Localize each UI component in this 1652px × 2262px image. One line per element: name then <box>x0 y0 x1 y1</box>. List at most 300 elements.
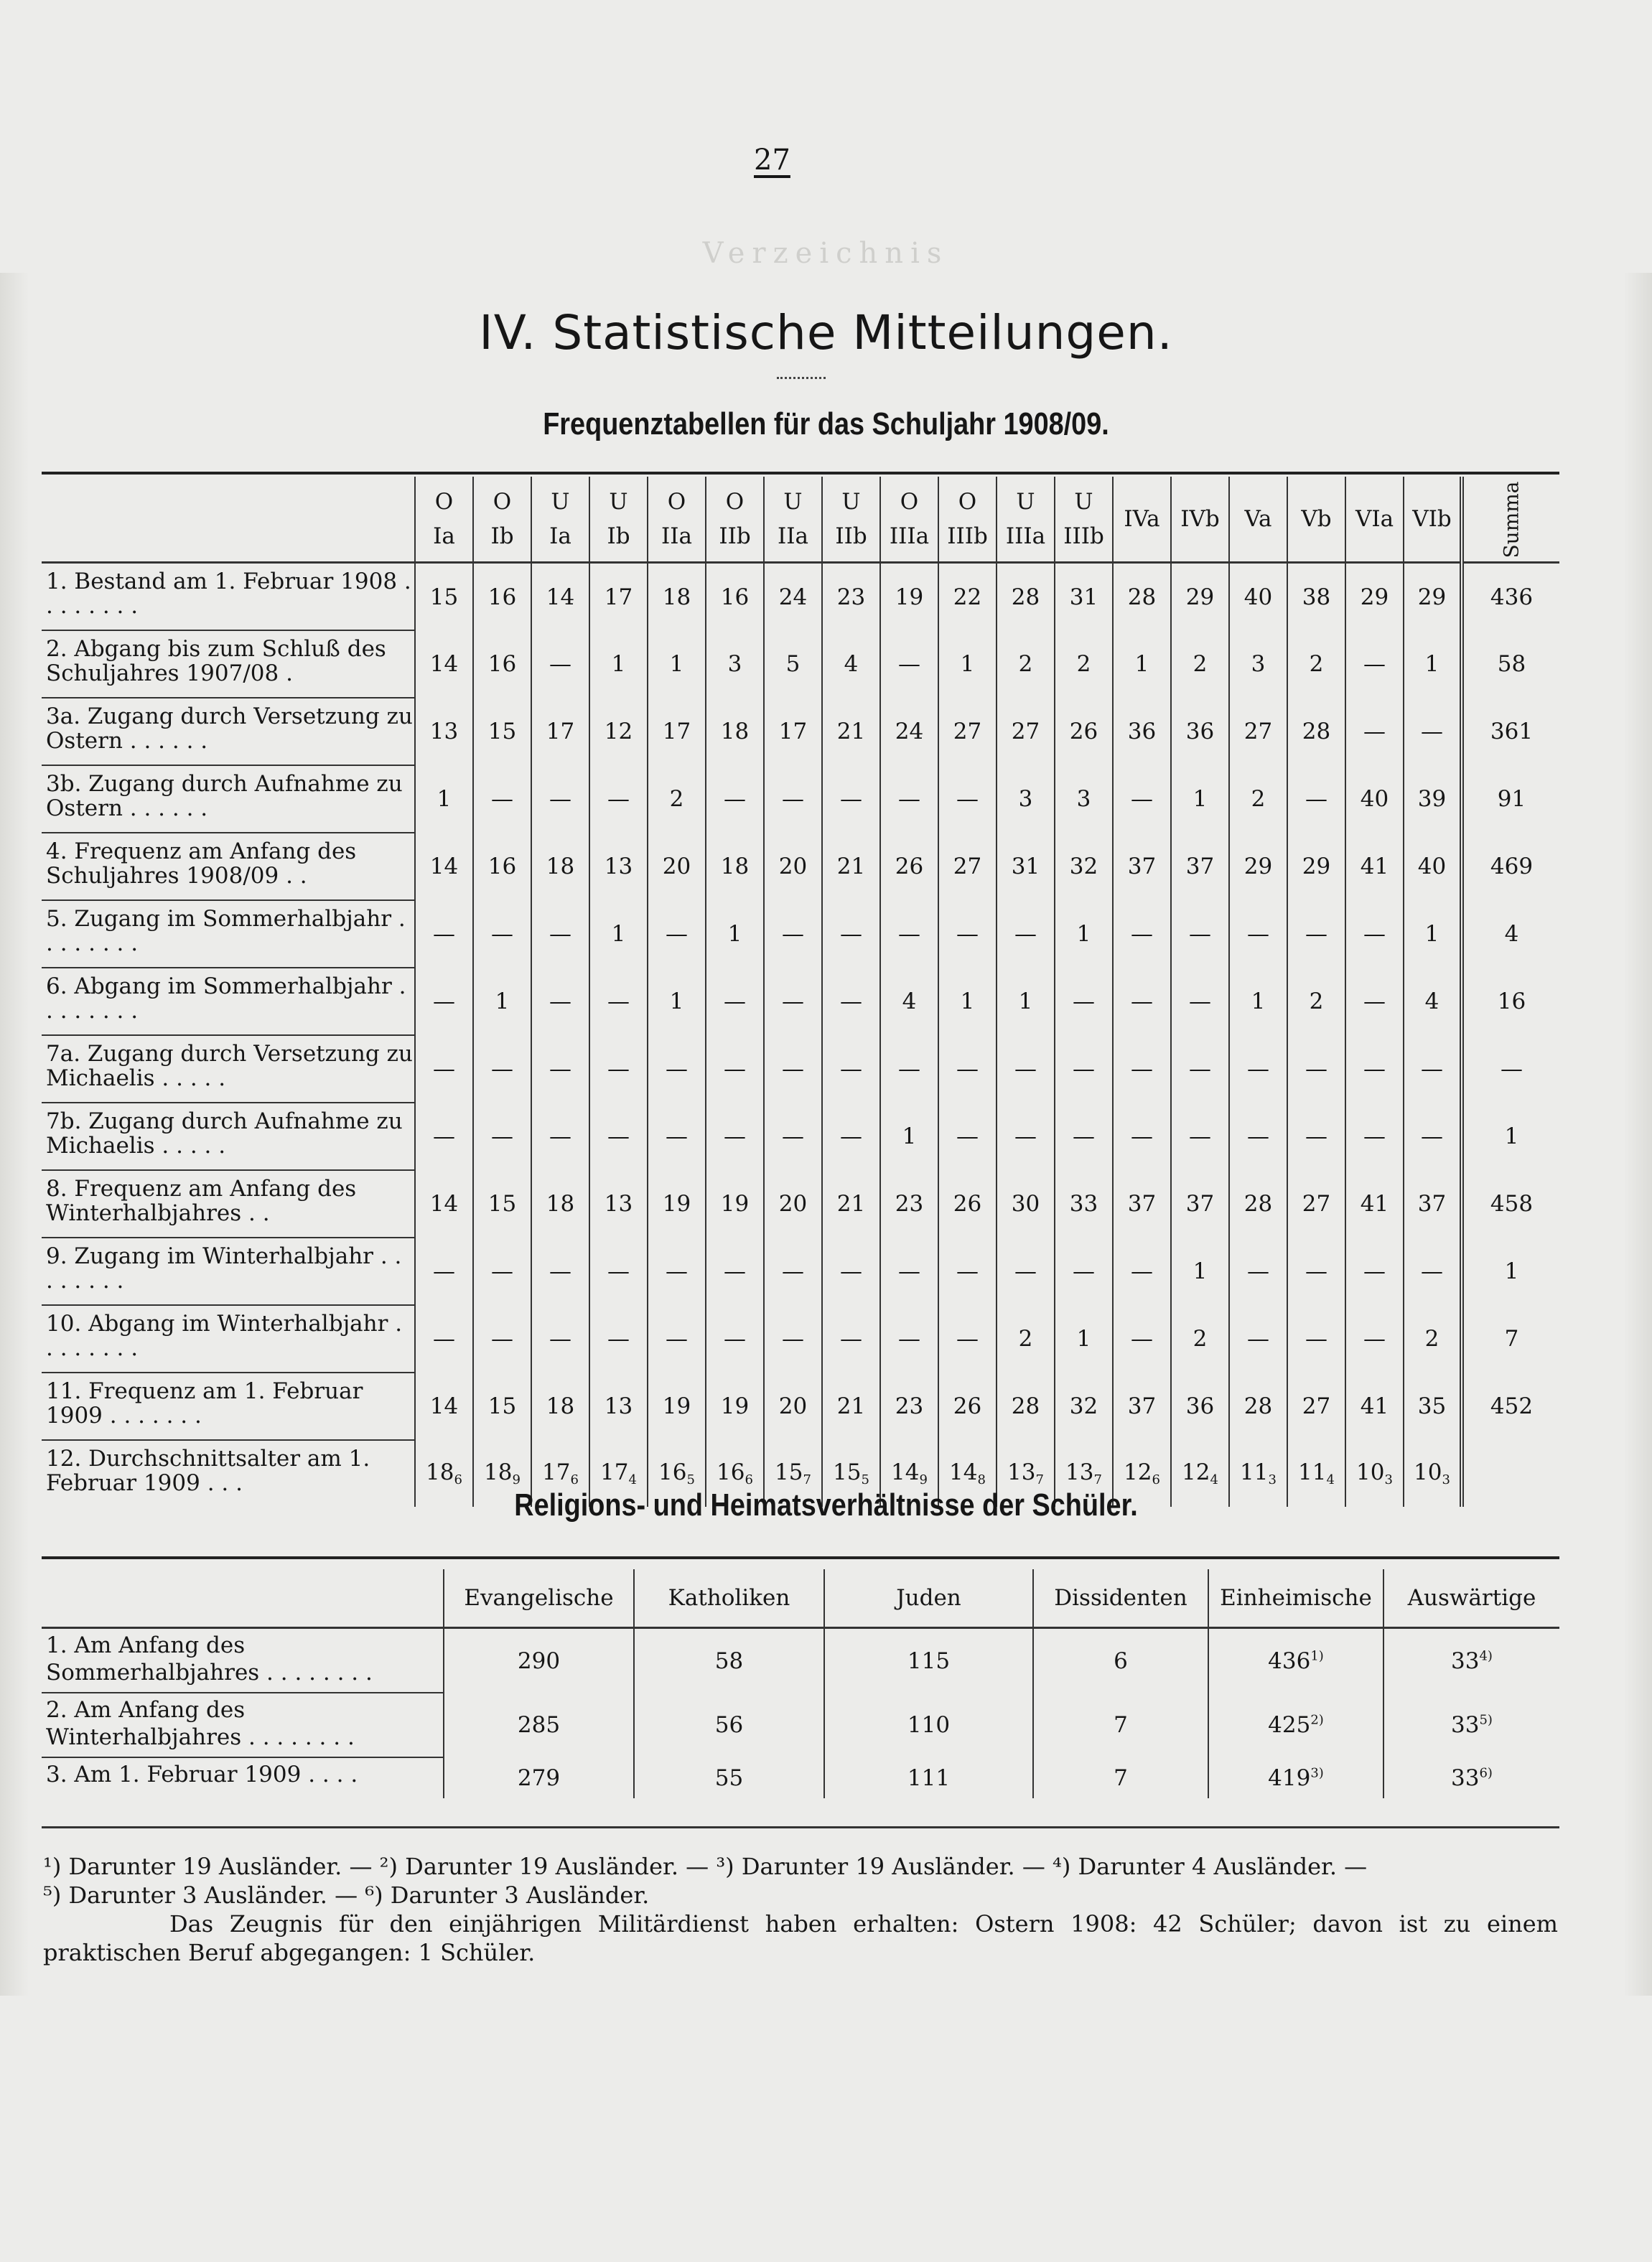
cell-value: — <box>549 1123 571 1149</box>
table-cell <box>1113 833 1171 900</box>
class-header-part: IIIb <box>1063 523 1104 549</box>
cell-value: 1 <box>437 786 452 812</box>
table-cell <box>1404 630 1462 698</box>
table-cell <box>1404 698 1462 765</box>
class-header-part: O <box>493 489 512 515</box>
cell-value: — <box>724 786 746 812</box>
table-cell <box>415 1373 473 1440</box>
table-cell <box>473 1035 531 1103</box>
cell-value: 20 <box>662 854 691 879</box>
table-cell <box>1171 1035 1229 1103</box>
class-header-part: Ia <box>549 523 571 549</box>
table-top-rule <box>42 1556 1559 1559</box>
cell-value: 1 <box>727 921 742 947</box>
cell-value: — <box>1363 1326 1386 1352</box>
table-row <box>42 1103 1559 1170</box>
cell-value: 2 <box>1193 651 1208 677</box>
summa-column-header <box>1462 477 1559 563</box>
table-cell <box>589 1238 648 1305</box>
table-cell <box>938 698 997 765</box>
table-cell <box>1287 698 1345 765</box>
cell-value: 14 <box>546 584 575 610</box>
table-cell <box>764 698 822 765</box>
table-cell <box>415 1238 473 1305</box>
cell-value: 17 <box>662 719 691 744</box>
age-tenths: 6 <box>570 1472 579 1487</box>
cell-value: 55 <box>714 1765 744 1791</box>
cell-value: — <box>1421 1258 1443 1284</box>
table-cell <box>764 1170 822 1238</box>
age-years: 11 <box>1298 1459 1327 1485</box>
age-years: 16 <box>658 1459 687 1485</box>
table-cell <box>1345 1103 1404 1170</box>
cell-value: 22 <box>953 584 982 610</box>
table-row <box>42 968 1559 1035</box>
cell-value: 18 <box>720 719 750 744</box>
cell-value: — <box>840 1056 862 1082</box>
cell-value: 19 <box>662 1191 691 1217</box>
cell-value: 58 <box>714 1648 744 1674</box>
cell-value: — <box>782 921 804 947</box>
table-cell <box>706 1238 764 1305</box>
age-tenths: 6 <box>454 1472 462 1487</box>
table-cell <box>1229 1373 1287 1440</box>
table-row <box>42 1305 1559 1373</box>
cell-value: 37 <box>1127 854 1157 879</box>
cell-value: — <box>1305 786 1327 812</box>
table-cell <box>648 1035 706 1103</box>
cell-value: — <box>840 786 862 812</box>
cell-value: — <box>1305 1056 1327 1082</box>
table-cell <box>1171 630 1229 698</box>
cell-value: — <box>956 1056 979 1082</box>
table-cell <box>1171 765 1229 833</box>
cell-value: 2 <box>1018 1326 1033 1352</box>
row-label: 10. Abgang im Winterhalbjahr . . . . . . . . <box>42 1305 415 1373</box>
class-column-header <box>589 477 648 563</box>
cell-value: 425 <box>1268 1712 1311 1738</box>
cell-value: — <box>607 1056 630 1082</box>
table-cell <box>1345 900 1404 968</box>
cell-value: — <box>1189 989 1211 1014</box>
table-cell <box>415 900 473 968</box>
table-cell <box>1113 968 1171 1035</box>
cell-value: — <box>666 1123 688 1149</box>
table-cell <box>415 698 473 765</box>
age-years: 18 <box>426 1459 454 1485</box>
table-cell <box>1055 1035 1113 1103</box>
table-cell <box>824 1628 1033 1693</box>
cell-value: — <box>956 1326 979 1352</box>
table-cell <box>589 1373 648 1440</box>
cell-value: — <box>433 1123 455 1149</box>
table-cell <box>648 1170 706 1238</box>
cell-value: — <box>840 921 862 947</box>
page-edge-shadow <box>1623 273 1652 1996</box>
row-label: 8. Frequenz am Anfang des Winterhalbjahres . . <box>42 1170 415 1238</box>
cell-value: 16 <box>487 854 517 879</box>
religion-table <box>42 1569 1559 1798</box>
class-header-part: O <box>900 489 919 515</box>
age-years: 10 <box>1414 1459 1442 1485</box>
table-cell <box>634 1757 824 1798</box>
cell-value: 28 <box>1302 719 1331 744</box>
table-cell <box>1171 1305 1229 1373</box>
table-cell <box>589 900 648 968</box>
cell-value: — <box>898 1326 920 1352</box>
age-years: 14 <box>949 1459 978 1485</box>
cell-value: 1 <box>1018 989 1033 1014</box>
age-tenths: 4 <box>1210 1472 1218 1487</box>
cell-value: 38 <box>1302 584 1331 610</box>
table-cell <box>444 1628 634 1693</box>
table-cell <box>1404 1035 1462 1103</box>
table-cell <box>997 1170 1055 1238</box>
cell-value: — <box>549 989 571 1014</box>
class-header-part: U <box>1016 489 1035 515</box>
religion-column-header: Evangelische <box>444 1569 634 1628</box>
cell-value: — <box>491 1326 513 1352</box>
cell-value: 1 <box>1251 989 1266 1014</box>
table-cell <box>706 900 764 968</box>
table-cell <box>589 1103 648 1170</box>
table-cell <box>1404 900 1462 968</box>
table-cell <box>473 1103 531 1170</box>
table-cell <box>531 1305 589 1373</box>
age-tenths: 3 <box>1268 1472 1277 1487</box>
cell-value: 1 <box>1193 786 1208 812</box>
age-tenths: 5 <box>686 1472 695 1487</box>
table-cell <box>997 900 1055 968</box>
table-cell <box>473 563 531 631</box>
table-cell <box>1287 765 1345 833</box>
table-cell <box>1287 1373 1345 1440</box>
cell-value: 3 <box>727 651 742 677</box>
cell-value: 17 <box>604 584 633 610</box>
cell-value: 40 <box>1243 584 1273 610</box>
table-cell <box>531 1035 589 1103</box>
table-cell <box>1345 1035 1404 1103</box>
cell-value: 20 <box>778 854 808 879</box>
table-cell <box>1055 1238 1113 1305</box>
table-cell <box>415 1035 473 1103</box>
age-tenths: 6 <box>745 1472 753 1487</box>
religion-heading: Religions- und Heimatsverhältnisse der Schüler. <box>514 1487 1138 1523</box>
cell-value: — <box>1073 1258 1095 1284</box>
cell-value: 7 <box>1114 1712 1128 1738</box>
table-cell <box>938 1305 997 1373</box>
class-header-part: O <box>958 489 977 515</box>
table-cell <box>473 630 531 698</box>
cell-value: — <box>898 786 920 812</box>
table-cell <box>1345 630 1404 698</box>
table-cell <box>648 968 706 1035</box>
cell-value: 19 <box>662 1393 691 1419</box>
table-cell <box>764 563 822 631</box>
table-cell <box>1287 1238 1345 1305</box>
cell-value: 285 <box>517 1712 561 1738</box>
table-cell <box>997 968 1055 1035</box>
cell-value: 16 <box>487 651 517 677</box>
row-label: 1. Bestand am 1. Februar 1908 . . . . . . . . <box>42 563 415 631</box>
table-cell <box>1171 1238 1229 1305</box>
age-tenths: 4 <box>1326 1472 1335 1487</box>
class-header-part: VIa <box>1355 506 1394 532</box>
table-cell <box>1229 1035 1287 1103</box>
table-row <box>42 1693 1559 1757</box>
class-header-part: IIIa <box>1005 523 1046 549</box>
cell-value: — <box>607 989 630 1014</box>
religion-column-header: Einheimische <box>1208 1569 1383 1628</box>
cell-value: — <box>1014 1258 1037 1284</box>
table-cell <box>764 1035 822 1103</box>
cell-value: 36 <box>1185 1393 1215 1419</box>
class-column-header <box>1404 477 1462 563</box>
table-cell <box>1055 698 1113 765</box>
frequency-heading: Frequenztabellen für das Schuljahr 1908/09. <box>543 406 1109 441</box>
label-header <box>42 1569 444 1628</box>
cell-value: — <box>666 1258 688 1284</box>
cell-value: — <box>1421 1123 1443 1149</box>
summa-cell: 58 <box>1462 630 1559 698</box>
table-cell <box>1229 968 1287 1035</box>
footnote-line: ⁵) Darunter 3 Ausländer. — ⁶) Darunter 3 Ausländer. <box>43 1882 650 1909</box>
table-cell <box>1345 698 1404 765</box>
cell-value: — <box>1131 921 1153 947</box>
table-cell <box>1229 1103 1287 1170</box>
cell-value: 1 <box>902 1123 917 1149</box>
cell-value: 4 <box>844 651 859 677</box>
row-label: 1. Am Anfang des Sommerhalbjahres . . . . . . . . <box>42 1628 444 1693</box>
age-years: 17 <box>600 1459 629 1485</box>
cell-value: — <box>607 1326 630 1352</box>
table-cell <box>531 900 589 968</box>
table-cell <box>1229 765 1287 833</box>
class-header-part: IVa <box>1124 506 1160 532</box>
cell-value: 3 <box>1251 651 1266 677</box>
table-cell <box>1208 1693 1383 1757</box>
cell-value: 17 <box>778 719 808 744</box>
table-cell <box>1383 1693 1559 1757</box>
cell-value: — <box>549 651 571 677</box>
cell-value: 1 <box>669 989 684 1014</box>
table-cell <box>822 900 880 968</box>
cell-value: 1 <box>1134 651 1149 677</box>
table-cell <box>531 1170 589 1238</box>
table-cell <box>1287 1305 1345 1373</box>
table-cell <box>1345 1373 1404 1440</box>
table-cell <box>589 630 648 698</box>
cell-value: 31 <box>1011 854 1040 879</box>
cell-value: 29 <box>1417 584 1447 610</box>
cell-value: — <box>491 1056 513 1082</box>
table-cell <box>880 698 938 765</box>
cell-value: 2 <box>1193 1326 1208 1352</box>
table-cell <box>1287 1103 1345 1170</box>
cell-value: 23 <box>895 1393 924 1419</box>
table-cell <box>706 1103 764 1170</box>
class-column-header <box>1345 477 1404 563</box>
table-cell <box>1113 563 1171 631</box>
cell-value: — <box>549 1326 571 1352</box>
cell-value: — <box>1014 921 1037 947</box>
cell-value: — <box>491 1123 513 1149</box>
cell-value: 110 <box>907 1712 951 1738</box>
age-tenths: 7 <box>1093 1472 1102 1487</box>
table-cell <box>648 765 706 833</box>
table-cell <box>764 1373 822 1440</box>
table-cell <box>938 1373 997 1440</box>
class-header-part: IIa <box>778 523 808 549</box>
cell-value: — <box>433 1326 455 1352</box>
table-cell <box>822 968 880 1035</box>
cell-value: — <box>666 1056 688 1082</box>
main-title: IV. Statistische Mitteilungen. <box>479 305 1173 360</box>
table-cell <box>648 1305 706 1373</box>
cell-value: — <box>666 921 688 947</box>
cell-value: 37 <box>1127 1191 1157 1217</box>
table-cell <box>1113 1170 1171 1238</box>
cell-value: — <box>782 786 804 812</box>
table-top-rule <box>42 472 1559 475</box>
table-cell <box>415 765 473 833</box>
table-cell <box>1171 563 1229 631</box>
age-tenths: 4 <box>628 1472 637 1487</box>
cell-value: 37 <box>1185 1191 1215 1217</box>
table-cell <box>880 1305 938 1373</box>
cell-value: 40 <box>1417 854 1447 879</box>
cell-value: 5 <box>785 651 801 677</box>
cell-value: 3 <box>1076 786 1091 812</box>
table-cell <box>997 698 1055 765</box>
class-header-part: U <box>551 489 570 515</box>
table-cell <box>648 698 706 765</box>
cell-value: 33 <box>1069 1191 1098 1217</box>
cell-value: 19 <box>720 1191 750 1217</box>
cell-value: — <box>724 1056 746 1082</box>
table-cell <box>938 1238 997 1305</box>
table-cell <box>1287 1170 1345 1238</box>
cell-value: 15 <box>487 1393 517 1419</box>
cell-value: — <box>549 786 571 812</box>
cell-value: 28 <box>1127 584 1157 610</box>
table-cell <box>531 833 589 900</box>
cell-value: — <box>1247 1056 1269 1082</box>
table-row <box>42 1373 1559 1440</box>
cell-value: — <box>1363 989 1386 1014</box>
cell-value: 24 <box>895 719 924 744</box>
cell-value: 12 <box>604 719 633 744</box>
cell-value: 16 <box>487 584 517 610</box>
cell-value: 2 <box>1076 651 1091 677</box>
class-column-header <box>880 477 938 563</box>
age-years: 18 <box>484 1459 513 1485</box>
cell-value: 1 <box>1424 921 1439 947</box>
age-years: 15 <box>833 1459 862 1485</box>
table-cell <box>589 698 648 765</box>
table-cell <box>1113 900 1171 968</box>
table-cell <box>822 765 880 833</box>
age-tenths: 3 <box>1384 1472 1393 1487</box>
table-cell <box>938 765 997 833</box>
cell-value: 32 <box>1069 854 1098 879</box>
summa-cell: 452 <box>1462 1373 1559 1440</box>
table-cell <box>1229 698 1287 765</box>
table-cell <box>531 1373 589 1440</box>
table-cell <box>706 1035 764 1103</box>
table-cell <box>822 1373 880 1440</box>
class-header-part: U <box>783 489 803 515</box>
cell-value: 29 <box>1243 854 1273 879</box>
age-years: 10 <box>1356 1459 1385 1485</box>
table-cell <box>473 900 531 968</box>
cell-value: 41 <box>1360 1191 1389 1217</box>
class-column-header <box>938 477 997 563</box>
table-cell <box>415 1170 473 1238</box>
cell-value: 36 <box>1127 719 1157 744</box>
table-cell <box>1287 833 1345 900</box>
age-tenths: 8 <box>977 1472 986 1487</box>
cell-value: 419 <box>1268 1765 1311 1791</box>
age-years: 17 <box>542 1459 571 1485</box>
table-cell <box>1055 900 1113 968</box>
table-cell <box>764 1305 822 1373</box>
table-cell <box>1404 968 1462 1035</box>
table-cell <box>444 1757 634 1798</box>
class-column-header <box>648 477 706 563</box>
cell-value: — <box>607 786 630 812</box>
cell-value: — <box>1189 1123 1211 1149</box>
table-cell <box>706 563 764 631</box>
class-column-header <box>1171 477 1229 563</box>
title-ornament <box>777 370 826 379</box>
age-years: 12 <box>1124 1459 1152 1485</box>
cell-value: — <box>491 1258 513 1284</box>
class-header-part: IVb <box>1180 506 1220 532</box>
cell-value: — <box>1131 1123 1153 1149</box>
table-cell <box>1113 1305 1171 1373</box>
table-cell <box>997 1373 1055 1440</box>
age-tenths: 7 <box>803 1472 811 1487</box>
cell-value: — <box>1421 719 1443 744</box>
age-years: 11 <box>1240 1459 1269 1485</box>
age-tenths: 5 <box>861 1472 869 1487</box>
table-cell <box>589 1035 648 1103</box>
cell-value: 28 <box>1011 584 1040 610</box>
table-cell <box>1229 1170 1287 1238</box>
table-cell <box>415 563 473 631</box>
table-cell <box>997 765 1055 833</box>
class-column-header <box>764 477 822 563</box>
table-cell <box>764 1103 822 1170</box>
table-cell <box>531 630 589 698</box>
summa-label: Summa <box>1499 480 1523 559</box>
cell-value: — <box>782 1056 804 1082</box>
class-header-part: O <box>725 489 745 515</box>
cell-value: — <box>433 1258 455 1284</box>
cell-value: 18 <box>662 584 691 610</box>
age-years: 16 <box>717 1459 745 1485</box>
cell-value: 28 <box>1243 1393 1273 1419</box>
summa-cell: 16 <box>1462 968 1559 1035</box>
cell-value: 18 <box>546 854 575 879</box>
table-cell <box>706 630 764 698</box>
table-cell <box>706 698 764 765</box>
table-cell <box>1171 900 1229 968</box>
cell-value: — <box>782 989 804 1014</box>
cell-value: — <box>840 1123 862 1149</box>
table-cell <box>997 833 1055 900</box>
